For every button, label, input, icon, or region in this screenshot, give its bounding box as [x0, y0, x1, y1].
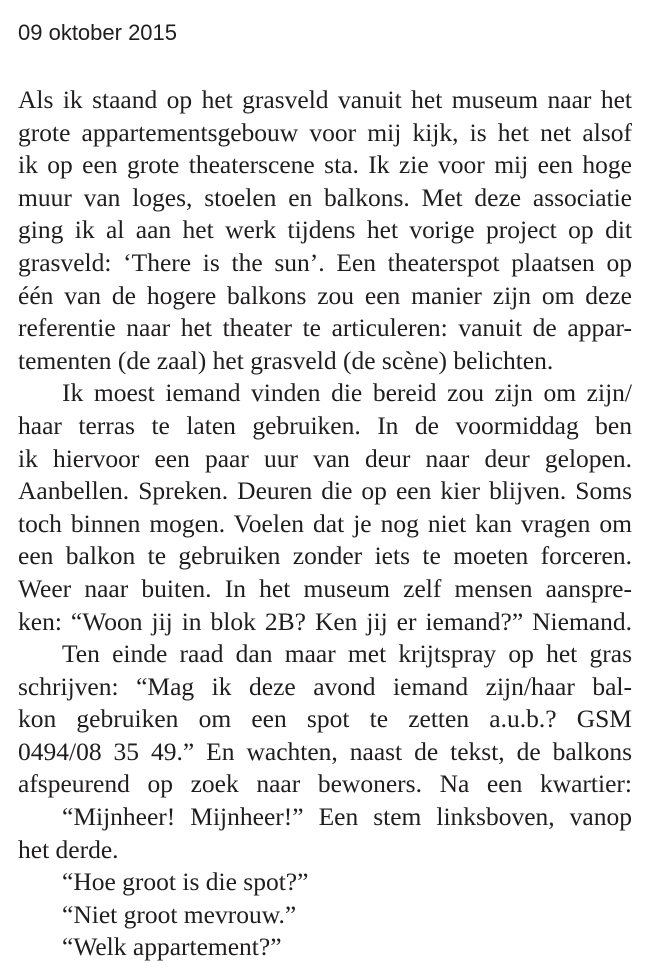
- text-line: Ik moest iemand vinden die bereid zou zijn om zijn/: [62, 378, 632, 408]
- text-line: Ten einde raad dan maar met krijtspray op het gras: [62, 639, 632, 669]
- text-line: Weer naar buiten. In het museum zelf mensen aanspre-: [18, 573, 632, 603]
- text-line: Als ik staand op het grasveld vanuit het museum naar het: [18, 85, 632, 114]
- text-line: Aanbellen. Spreken. Deuren die op een kier blijven. Soms: [18, 476, 632, 506]
- text-line: “Hoe groot is die spot?”: [62, 867, 309, 897]
- text-line: referentie naar het theater te articuleren: vanuit de appar-: [18, 313, 632, 343]
- text-line: ik op een grote theaterscene sta. Ik zie voor mij een hoge: [18, 150, 632, 180]
- dialogue-line: [18, 866, 632, 899]
- dialogue-line: [18, 899, 632, 932]
- paragraph: [18, 801, 632, 866]
- text-line: grasveld: ‘There is the sun’. Een theaterspot plaatsen op: [18, 247, 632, 277]
- text-line: toch binnen mogen. Voelen dat je nog niet kan vragen om: [18, 508, 632, 538]
- text-line: “Welk appartement?”: [62, 932, 282, 962]
- text-line: 0494/08 35 49.” En wachten, naast de tekst, de balkons: [18, 736, 632, 766]
- text-line: een balkon te gebruiken zonder iets te moeten forceren.: [18, 541, 632, 571]
- text-line: “Niet groot mevrouw.”: [62, 899, 297, 929]
- text-line: “Mijnheer! Mijnheer!” Een stem linksboven, vanop: [62, 802, 632, 832]
- text-line: muur van loges, stoelen en balkons. Met deze associatie: [18, 182, 632, 212]
- body-text: [18, 84, 632, 964]
- text-line: afspeurend op zoek naar bewoners. Na een kwartier:: [18, 769, 632, 799]
- paragraph: [18, 638, 632, 801]
- text-line: kon gebruiken om een spot te zetten a.u.b.? GSM: [18, 704, 632, 734]
- text-line: ging ik al aan het werk tijdens het vorige project op dit: [18, 215, 632, 245]
- text-line: het derde.: [18, 834, 119, 864]
- paragraph: [18, 377, 632, 638]
- dialogue-line: [18, 931, 632, 964]
- text-line: haar terras te laten gebruiken. In de voormiddag ben: [18, 410, 632, 440]
- text-line: tementen (de zaal) het grasveld (de scène) belichten.: [18, 345, 554, 375]
- text-line: één van de hogere balkons zou een manier zijn om deze: [18, 280, 632, 310]
- text-line: ken: “Woon jij in blok 2B? Ken jij er iemand?” Niemand.: [18, 606, 632, 636]
- paragraph: [18, 84, 632, 377]
- text-line: schrijven: “Mag ik deze avond iemand zijn/haar bal-: [18, 671, 632, 701]
- date-heading: 09 oktober 2015: [18, 20, 178, 45]
- text-line: ik hiervoor een paar uur van deur naar deur gelopen.: [18, 443, 632, 473]
- text-line: grote appartementsgebouw voor mij kijk, is het net alsof: [18, 117, 632, 147]
